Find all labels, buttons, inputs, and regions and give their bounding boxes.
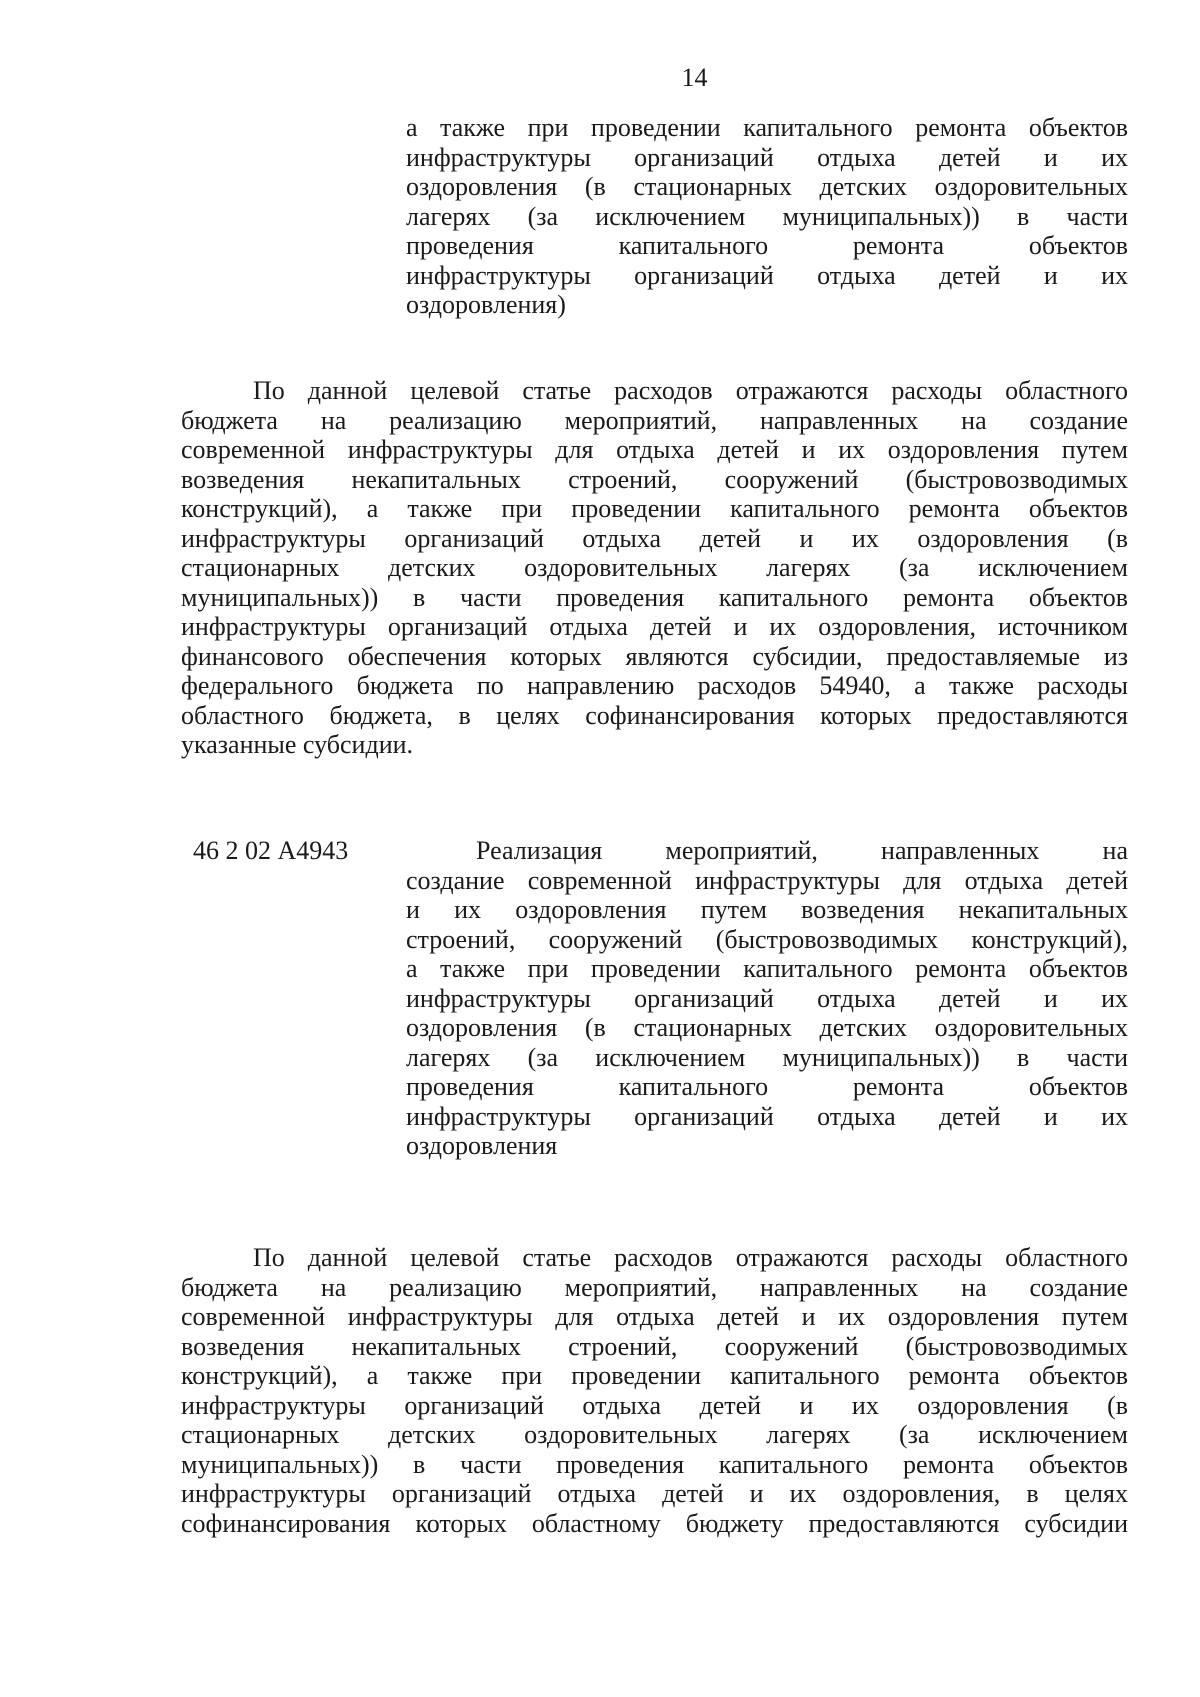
- text-line: оздоровления (в стационарных детских оздоровительных: [406, 172, 1128, 201]
- text-line: конструкций), а также при проведении капитального ремонта объектов: [181, 1361, 1128, 1390]
- text-line: инфраструктуры организаций отдыха детей и их: [406, 983, 1128, 1013]
- text-line: инфраструктуры организаций отдыха детей и их: [406, 260, 1128, 290]
- page-number: 14: [681, 63, 708, 92]
- paragraph-1: [181, 376, 1128, 760]
- text-line: и их оздоровления путем возведения некапитальных: [406, 895, 1128, 924]
- text-line: финансового обеспечения которых являются субсидии, предоставляемые из: [181, 641, 1128, 671]
- text-line: инфраструктуры организаций отдыха детей и их оздоровления (в: [181, 1390, 1128, 1420]
- text-line: лагерях (за исключением муниципальных)) в части: [406, 1042, 1128, 1072]
- text-line: а также при проведении капитального ремонта объектов: [406, 113, 1128, 142]
- text-line: возведения некапитальных строений, сооружений (быстровозводимых: [181, 1331, 1128, 1361]
- text-line: инфраструктуры организаций отдыха детей и их оздоровления, в целях: [181, 1479, 1128, 1508]
- text-line: стационарных детских оздоровительных лагерях (за исключением: [181, 1420, 1128, 1449]
- text-line: областного бюджета, в целях софинансирования которых предоставляются: [181, 700, 1128, 730]
- text-line: указанные субсидии.: [181, 730, 414, 759]
- paragraph-2: [181, 1243, 1128, 1538]
- text-line: проведения капитального ремонта объектов: [406, 1072, 1128, 1101]
- text-line: По данной целевой статье расходов отражаются расходы областного: [253, 376, 1128, 405]
- text-line: современной инфраструктуры для отдыха детей и их оздоровления путем: [181, 1302, 1128, 1331]
- text-line: оздоровления: [406, 1131, 558, 1160]
- text-line: бюджета на реализацию мероприятий, направленных на создание: [181, 405, 1128, 435]
- continuation-text: [406, 113, 1128, 320]
- budget-code: 46 2 02 А4943: [193, 836, 349, 865]
- text-line: инфраструктуры организаций отдыха детей и их: [406, 1101, 1128, 1131]
- text-line: а также при проведении капитального ремонта объектов: [406, 954, 1128, 983]
- text-line: инфраструктуры организаций отдыха детей и их оздоровления, источником: [181, 612, 1128, 641]
- text-line: лагерях (за исключением муниципальных)) в части: [406, 201, 1128, 231]
- text-line: федерального бюджета по направлению расходов 54940, а также расходы: [181, 671, 1128, 700]
- text-line: строений, сооружений (быстровозводимых конструкций),: [406, 924, 1128, 954]
- text-line: создание современной инфраструктуры для отдыха детей: [406, 865, 1128, 895]
- text-line: оздоровления): [406, 290, 566, 319]
- text-line: Реализация мероприятий, направленных на: [476, 836, 1128, 865]
- text-line: возведения некапитальных строений, сооружений (быстровозводимых: [181, 464, 1128, 494]
- text-line: конструкций), а также при проведении капитального ремонта объектов: [181, 494, 1128, 523]
- text-line: бюджета на реализацию мероприятий, направленных на создание: [181, 1272, 1128, 1302]
- text-line: муниципальных)) в части проведения капитального ремонта объектов: [181, 1449, 1128, 1479]
- text-line: По данной целевой статье расходов отражаются расходы областного: [253, 1243, 1128, 1272]
- text-line: инфраструктуры организаций отдыха детей и их: [406, 142, 1128, 172]
- text-line: муниципальных)) в части проведения капитального ремонта объектов: [181, 582, 1128, 612]
- text-line: проведения капитального ремонта объектов: [406, 231, 1128, 260]
- text-line: оздоровления (в стационарных детских оздоровительных: [406, 1013, 1128, 1042]
- text-line: инфраструктуры организаций отдыха детей и их оздоровления (в: [181, 523, 1128, 553]
- text-line: современной инфраструктуры для отдыха детей и их оздоровления путем: [181, 435, 1128, 464]
- text-line: софинансирования которых областному бюджету предоставляются субсидии: [181, 1508, 1128, 1538]
- budget-code-description: [406, 836, 1128, 1161]
- text-line: стационарных детских оздоровительных лагерях (за исключением: [181, 553, 1128, 582]
